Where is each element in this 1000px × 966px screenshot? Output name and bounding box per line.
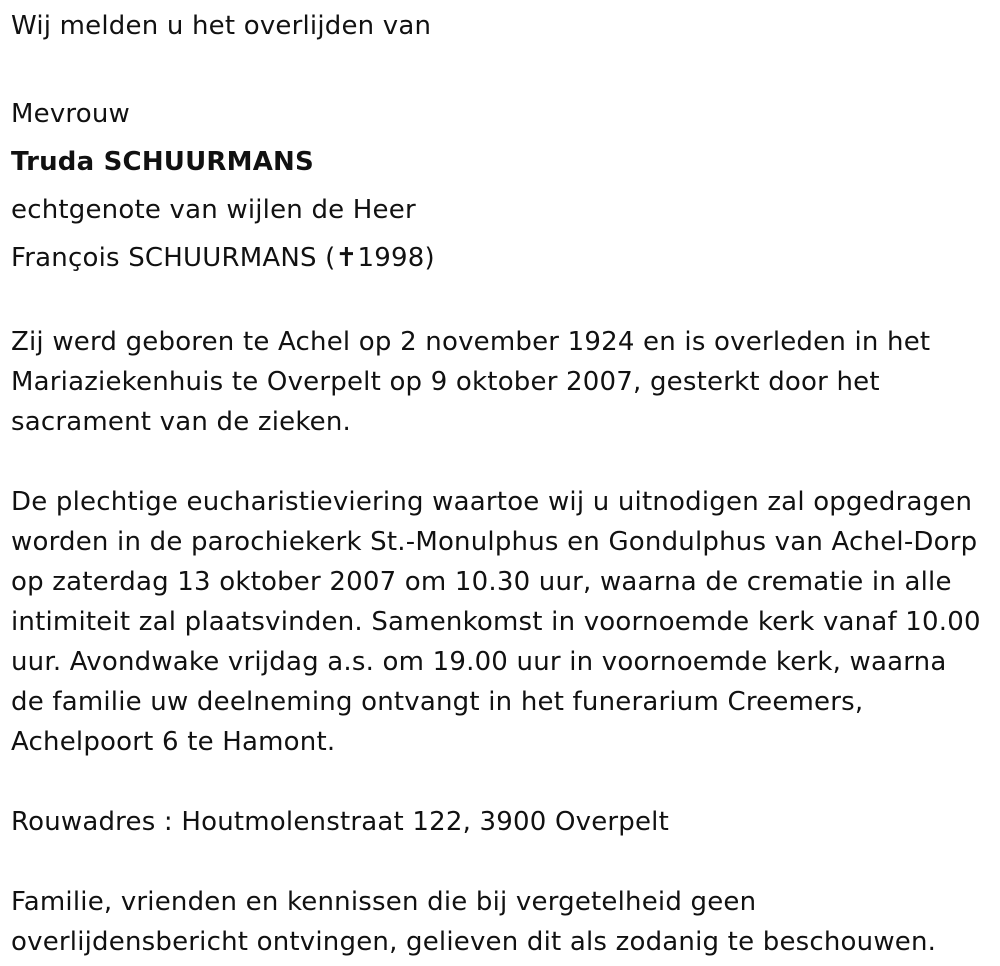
paragraph-line: de familie uw deelneming ontvangt in het funerarium Creemers, (11, 687, 864, 717)
intro-text: Wij melden u het overlijden van (11, 11, 432, 41)
paragraph-line: Zij werd geboren te Achel op 2 november 1924 en is overleden in het (11, 327, 931, 357)
deceased-heading (11, 90, 996, 282)
spacer (11, 842, 996, 882)
ceremony-paragraph (11, 482, 996, 762)
paragraph-line: op zaterdag 13 oktober 2007 om 10.30 uur, waarna de crematie in alle (11, 567, 952, 597)
paragraph-line: intimiteit zal plaatsvinden. Samenkomst in voornoemde kerk vanaf 10.00 (11, 607, 981, 637)
death-notice (11, 6, 996, 962)
spacer (11, 762, 996, 802)
paragraph-line: uur. Avondwake vrijdag a.s. om 19.00 uur in voornoemde kerk, waarna (11, 647, 947, 677)
paragraph-line: De plechtige eucharistieviering waartoe wij u uitnodigen zal opgedragen (11, 487, 973, 517)
paragraph-line: Mariaziekenhuis te Overpelt op 9 oktober 2007, gesterkt door het (11, 367, 880, 397)
spacer (11, 46, 996, 86)
mourning-address: Rouwadres : Houtmolenstraat 122, 3900 Overpelt (11, 807, 669, 837)
relation-text: echtgenote van wijlen de Heer (11, 195, 416, 225)
paragraph-line: Familie, vrienden en kennissen die bij vergetelheid geen (11, 887, 757, 917)
deceased-name: Truda SCHUURMANS (11, 147, 314, 177)
paragraph-line: sacrament van de zieken. (11, 407, 352, 437)
salutation: Mevrouw (11, 99, 130, 129)
paragraph-line: worden in de parochiekerk St.-Monulphus en Gondulphus van Achel-Dorp (11, 527, 978, 557)
spacer (11, 282, 996, 322)
closing-paragraph (11, 882, 996, 962)
spacer (11, 442, 996, 482)
paragraph-line: overlijdensbericht ontvingen, gelieven dit als zodanig te beschouwen. (11, 927, 937, 957)
paragraph-line: Achelpoort 6 te Hamont. (11, 727, 336, 757)
birth-death-paragraph (11, 322, 996, 442)
spouse-name: François SCHUURMANS (✝1998) (11, 243, 435, 273)
